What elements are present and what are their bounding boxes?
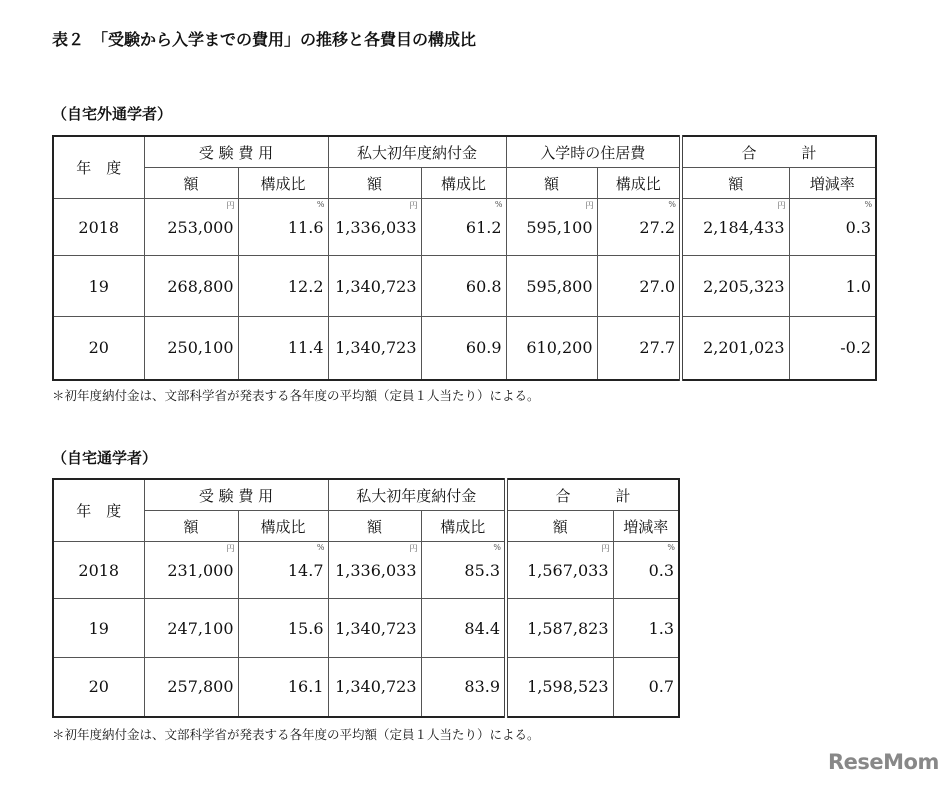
table1-note: ＊初年度納付金は、文部科学省が発表する各年度の平均額（定員１人当たり）による。: [52, 388, 540, 403]
value: 61.2: [465, 217, 502, 237]
year-cell: 19: [53, 256, 144, 317]
unit-label: 円: [409, 544, 418, 553]
value-cell: [238, 658, 328, 717]
unit-label: 円: [585, 201, 594, 210]
value: 1,340,723: [335, 677, 417, 697]
value-cell: [421, 658, 506, 717]
subheader: 額: [144, 511, 238, 542]
subheader: 構成比: [421, 168, 506, 199]
value-cell: [144, 199, 238, 256]
subheader: 構成比: [421, 511, 506, 542]
value-cell: [421, 199, 506, 256]
subheader: 増減率: [789, 168, 876, 199]
table2-note: ＊初年度納付金は、文部科学省が発表する各年度の平均額（定員１人当たり）による。: [52, 727, 540, 742]
value: 1.3: [648, 618, 675, 638]
year-cell: 19: [53, 599, 144, 658]
value: 11.6: [287, 217, 324, 237]
year-header: 年 度: [53, 479, 144, 542]
value: 1,340,723: [335, 618, 417, 638]
unit-label: %: [493, 543, 502, 552]
value-cell: [238, 256, 328, 317]
value-cell: [613, 658, 679, 717]
value-cell: [421, 256, 506, 317]
unit-label: 円: [409, 201, 418, 210]
value: 1,336,033: [335, 217, 417, 237]
value: 2,184,433: [703, 217, 785, 237]
value-cell: [613, 542, 679, 599]
subheader: 増減率: [613, 511, 679, 542]
value-cell: [421, 317, 506, 380]
value: 12.2: [287, 276, 324, 296]
value-cell: [681, 199, 789, 256]
year-cell: 20: [53, 658, 144, 717]
subheader: 構成比: [238, 511, 328, 542]
value-cell: [238, 542, 328, 599]
table-row: [53, 658, 679, 717]
unit-label: %: [667, 543, 676, 552]
value: 231,000: [167, 560, 234, 580]
year-header: 年 度: [53, 136, 144, 199]
table2-caption: （自宅通学者）: [52, 449, 158, 467]
value-cell: [328, 317, 421, 380]
value-cell: [597, 199, 681, 256]
value-cell: [328, 542, 421, 599]
value-cell: [506, 199, 597, 256]
value: 1,340,723: [335, 338, 417, 358]
value-cell: [328, 658, 421, 717]
value-cell: [421, 542, 506, 599]
value-cell: [613, 599, 679, 658]
unit-label: 円: [777, 201, 786, 210]
value: 250,100: [167, 338, 234, 358]
value: 268,800: [167, 276, 234, 296]
value: 16.1: [287, 677, 324, 697]
value-cell: [506, 599, 613, 658]
group-header: 私大初年度納付金: [328, 479, 506, 511]
value: 247,100: [167, 618, 234, 638]
group-header: 受 験 費 用: [144, 136, 328, 168]
table-row: [53, 199, 876, 256]
unit-label: %: [316, 200, 325, 209]
value: 27.0: [639, 276, 676, 296]
subheader: 額: [681, 168, 789, 199]
value: 1,587,823: [527, 618, 609, 638]
subheader: 額: [506, 511, 613, 542]
year-cell: 2018: [53, 199, 144, 256]
value-cell: [506, 542, 613, 599]
table-row: [53, 542, 679, 599]
value-cell: [506, 256, 597, 317]
subheader: 構成比: [597, 168, 681, 199]
value-cell: [789, 199, 876, 256]
value-cell: [506, 658, 613, 717]
subheader: 額: [506, 168, 597, 199]
subheader: 額: [328, 511, 421, 542]
value-cell: [681, 256, 789, 317]
value-cell: [328, 199, 421, 256]
table-row: [53, 317, 876, 380]
unit-label: %: [494, 200, 503, 209]
value: 1,340,723: [335, 276, 417, 296]
subheader: 額: [144, 168, 238, 199]
value-cell: [681, 317, 789, 380]
value: 0.3: [845, 217, 872, 237]
value-cell: [789, 317, 876, 380]
unit-label: 円: [226, 201, 235, 210]
table-row: [53, 256, 876, 317]
value: 2,201,023: [703, 338, 785, 358]
value-cell: [144, 256, 238, 317]
value: 27.2: [639, 217, 676, 237]
table1-caption: （自宅外通学者）: [52, 105, 173, 123]
value-cell: [144, 599, 238, 658]
value: 11.4: [287, 338, 324, 358]
value: 595,800: [526, 276, 593, 296]
value: 0.7: [648, 677, 675, 697]
resemom-logo: ReseMom: [828, 750, 939, 774]
value-cell: [597, 317, 681, 380]
value-cell: [506, 317, 597, 380]
value: -0.2: [840, 338, 872, 358]
year-cell: 2018: [53, 542, 144, 599]
value: 2,205,323: [703, 276, 785, 296]
value-cell: [597, 256, 681, 317]
group-header: 合 計: [506, 479, 679, 511]
group-header: 私大初年度納付金: [328, 136, 506, 168]
value-cell: [238, 599, 328, 658]
value: 60.8: [465, 276, 502, 296]
value: 83.9: [464, 677, 501, 697]
value: 15.6: [287, 618, 324, 638]
year-cell: 20: [53, 317, 144, 380]
value: 1,567,033: [527, 560, 609, 580]
subheader: 額: [328, 168, 421, 199]
unit-label: %: [316, 543, 325, 552]
value: 610,200: [526, 338, 593, 358]
value: 27.7: [639, 338, 676, 358]
unit-label: %: [864, 200, 873, 209]
table-off-campus: [52, 135, 877, 381]
value: 1,336,033: [335, 560, 417, 580]
table-row: [53, 599, 679, 658]
group-header: 受 験 費 用: [144, 479, 328, 511]
value: 60.9: [465, 338, 502, 358]
unit-label: %: [668, 200, 677, 209]
value-cell: [421, 599, 506, 658]
value: 253,000: [167, 217, 234, 237]
value-cell: [328, 599, 421, 658]
value: 595,100: [526, 217, 593, 237]
value: 85.3: [464, 560, 501, 580]
page-title: 表２ 「受験から入学までの費用」の推移と各費目の構成比: [52, 30, 477, 49]
value-cell: [238, 317, 328, 380]
value: 0.3: [648, 560, 675, 580]
value-cell: [789, 256, 876, 317]
value: 14.7: [287, 560, 324, 580]
value: 84.4: [464, 618, 501, 638]
unit-label: 円: [226, 544, 235, 553]
group-header: 合 計: [681, 136, 876, 168]
value: 257,800: [167, 677, 234, 697]
value-cell: [238, 199, 328, 256]
value-cell: [144, 542, 238, 599]
value: 1,598,523: [527, 677, 609, 697]
value-cell: [144, 658, 238, 717]
value-cell: [144, 317, 238, 380]
unit-label: 円: [601, 544, 610, 553]
value-cell: [328, 256, 421, 317]
table-home-commute: [52, 478, 680, 718]
group-header: 入学時の住居費: [506, 136, 681, 168]
subheader: 構成比: [238, 168, 328, 199]
value: 1.0: [845, 276, 872, 296]
